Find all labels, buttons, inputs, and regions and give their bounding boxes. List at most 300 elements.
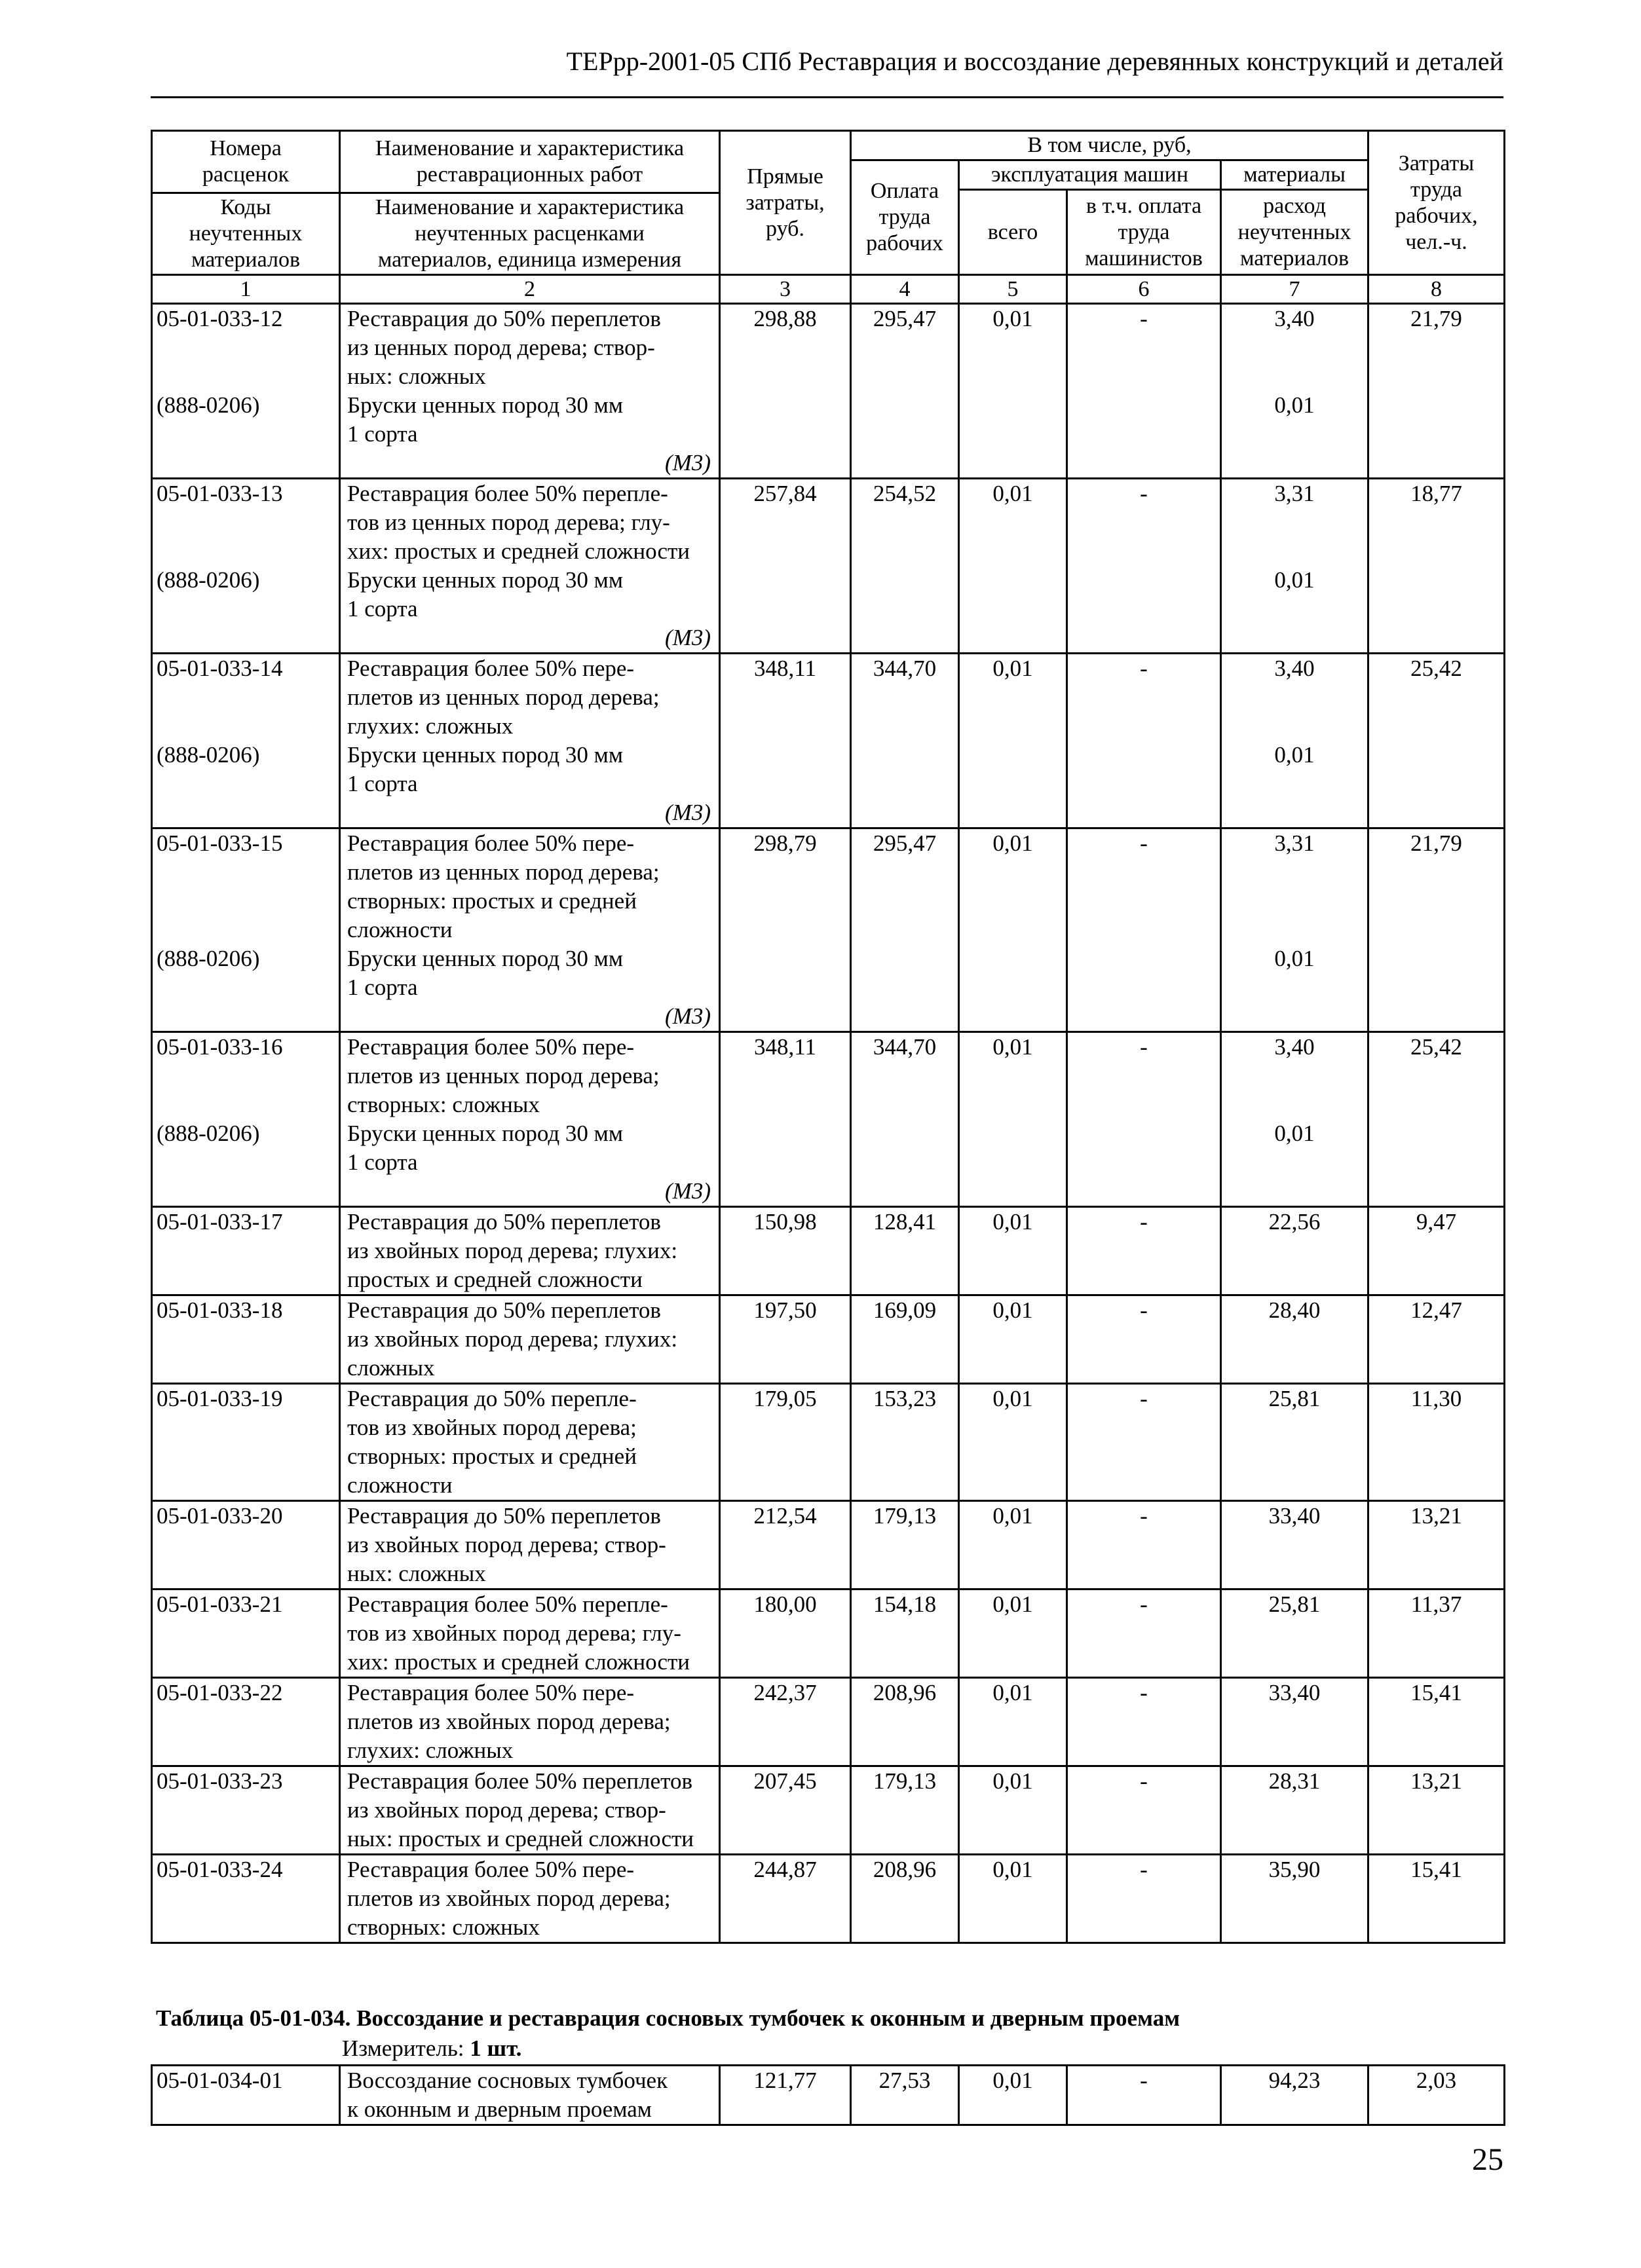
value-text: 0,01 — [992, 1768, 1033, 1794]
value-text: 0,01 — [992, 1680, 1033, 1705]
value-text: 3,40 — [1274, 306, 1315, 331]
text-line: плетов из ценных пород дерева; — [347, 684, 660, 710]
value-mach — [959, 1032, 1067, 1207]
value-materials — [1221, 1384, 1368, 1501]
text-line: Реставрация до 50% переплетов — [347, 1209, 661, 1235]
value-text: - — [1140, 1297, 1148, 1323]
value-direct — [720, 1501, 851, 1589]
value-text: 28,40 — [1268, 1297, 1321, 1323]
material-qty: 0,01 — [1274, 946, 1315, 971]
text-line: ных: сложных — [347, 363, 486, 389]
text-line: створных: простых и средней — [347, 888, 637, 914]
value-direct — [720, 304, 851, 479]
text-line: плетов из ценных пород дерева; — [347, 859, 660, 885]
value-text: 0,01 — [992, 1386, 1033, 1411]
value-labor — [1368, 1384, 1505, 1501]
value-text: 257,84 — [753, 481, 817, 506]
text-line: глухих: сложных — [347, 1738, 514, 1763]
header-rule — [151, 96, 1503, 98]
value-text: 0,01 — [992, 1503, 1033, 1529]
value-direct — [720, 1032, 851, 1207]
value-direct — [720, 1766, 851, 1855]
value-materials — [1221, 654, 1368, 828]
value-mach — [959, 1207, 1067, 1295]
value-text: 0,01 — [992, 830, 1033, 856]
value-text: 169,09 — [873, 1297, 937, 1323]
material-qty: 0,01 — [1274, 567, 1315, 593]
table-head — [152, 131, 1505, 304]
value-text: 35,90 — [1268, 1857, 1321, 1882]
text-line: Бруски ценных пород 30 мм — [347, 742, 623, 768]
value-text: 344,70 — [873, 656, 937, 681]
spacer — [157, 333, 339, 362]
value-text: - — [1140, 306, 1148, 331]
value-text: - — [1140, 1034, 1148, 1060]
value-text: 18,77 — [1410, 481, 1462, 506]
table2-body — [152, 2066, 1505, 2125]
table-caption: Таблица 05-01-034. Воссоздание и реставрация сосновых тумбочек к оконным и дверным проемам — [156, 2005, 1180, 2031]
value-materials — [1221, 1032, 1368, 1207]
value-text: 128,41 — [873, 1209, 937, 1235]
value-text: - — [1140, 830, 1148, 856]
rate-code-cell — [152, 1589, 340, 1678]
value-labor — [1368, 1678, 1505, 1766]
rate-code-cell — [152, 1855, 340, 1943]
spacer — [1222, 508, 1367, 537]
value-text: 0,01 — [992, 2068, 1033, 2093]
text-line: Бруски ценных пород 30 мм — [347, 392, 623, 418]
table-row — [152, 1501, 1505, 1589]
material-code: (888-0206) — [157, 1121, 260, 1146]
text-line: створных: сложных — [347, 1914, 540, 1940]
rate-code-cell — [152, 2066, 340, 2125]
value-materials — [1221, 1766, 1368, 1855]
table-row — [152, 1589, 1505, 1678]
value-mach-pay — [1067, 828, 1221, 1032]
col-number: 1 — [152, 275, 340, 304]
table-row — [152, 1766, 1505, 1855]
value-mach — [959, 2066, 1067, 2125]
rate-name-cell — [340, 1384, 720, 1501]
value-text: - — [1140, 1503, 1148, 1529]
value-text: 121,77 — [753, 2068, 817, 2093]
col-number: 7 — [1221, 275, 1368, 304]
value-text: 348,11 — [754, 1034, 816, 1060]
spacer — [157, 916, 339, 944]
value-direct — [720, 828, 851, 1032]
material-unit: (М3) — [665, 450, 711, 475]
rate-name-cell — [340, 304, 720, 479]
text-line: из хвойных пород дерева; глухих: — [347, 1238, 678, 1263]
value-text: 12,47 — [1410, 1297, 1462, 1323]
head-labor-costs: Затраты труда рабочих, чел.-ч. — [1368, 131, 1505, 275]
value-text: 0,01 — [992, 306, 1033, 331]
text-line: к оконным и дверным проемам — [347, 2096, 652, 2122]
spacer — [1222, 1062, 1367, 1090]
text-line: тов из ценных пород дерева; глу- — [347, 510, 670, 535]
material-unit: (М3) — [665, 1178, 711, 1204]
rate-name-cell — [340, 1589, 720, 1678]
rate-name-cell — [340, 1207, 720, 1295]
rate-code-cell — [152, 1678, 340, 1766]
rate-code-cell — [152, 1032, 340, 1207]
value-mach-pay — [1067, 654, 1221, 828]
rate-code-cell — [152, 304, 340, 479]
value-text: 254,52 — [873, 481, 937, 506]
value-text: 3,31 — [1274, 481, 1315, 506]
value-mach-pay — [1067, 1678, 1221, 1766]
table-row — [152, 479, 1505, 654]
head-machines-total: всего — [959, 190, 1067, 275]
material-unit: (М3) — [665, 625, 711, 650]
table-row — [152, 1855, 1505, 1943]
value-mach-pay — [1067, 479, 1221, 654]
rate-name-cell — [340, 654, 720, 828]
text-line: Реставрация более 50% пере- — [347, 1034, 635, 1060]
value-mach-pay — [1067, 1766, 1221, 1855]
table-row — [152, 1678, 1505, 1766]
value-mach-pay — [1067, 1384, 1221, 1501]
value-text: 154,18 — [873, 1591, 937, 1617]
spacer — [157, 712, 339, 741]
text-line: 1 сорта — [347, 975, 418, 1000]
material-unit: (М3) — [665, 1003, 711, 1029]
value-mach — [959, 479, 1067, 654]
value-direct — [720, 479, 851, 654]
rate-name-cell — [340, 1501, 720, 1589]
value-text: - — [1140, 656, 1148, 681]
text-line: глухих: сложных — [347, 713, 514, 739]
value-direct — [720, 1589, 851, 1678]
text-line: хих: простых и средней сложности — [347, 538, 690, 564]
col-number: 6 — [1067, 275, 1221, 304]
rate-name-cell — [340, 1855, 720, 1943]
value-labor-pay — [851, 1207, 959, 1295]
value-text: 298,88 — [753, 306, 817, 331]
material-code: (888-0206) — [157, 567, 260, 593]
rate-name-cell — [340, 1678, 720, 1766]
value-labor-pay — [851, 1501, 959, 1589]
rate-code: 05-01-033-15 — [157, 830, 283, 856]
spacer — [157, 1062, 339, 1090]
value-text: - — [1140, 2068, 1148, 2093]
value-labor-pay — [851, 1678, 959, 1766]
value-text: 25,42 — [1410, 656, 1462, 681]
text-line: хих: простых и средней сложности — [347, 1649, 690, 1675]
value-direct — [720, 654, 851, 828]
value-text: 208,96 — [873, 1680, 937, 1705]
value-text: - — [1140, 481, 1148, 506]
value-text: - — [1140, 1591, 1148, 1617]
text-line: Реставрация более 50% перепле- — [347, 481, 668, 506]
material-unit: (М3) — [665, 800, 711, 825]
value-text: 197,50 — [753, 1297, 817, 1323]
head-machines-pay: в т.ч. оплата труда машинистов — [1067, 190, 1221, 275]
material-qty: 0,01 — [1274, 392, 1315, 418]
value-text: - — [1140, 1209, 1148, 1235]
rate-code: 05-01-033-19 — [157, 1386, 283, 1411]
value-text: 298,79 — [753, 830, 817, 856]
value-labor — [1368, 828, 1505, 1032]
text-line: 1 сорта — [347, 596, 418, 622]
value-mach — [959, 304, 1067, 479]
value-direct — [720, 1678, 851, 1766]
value-text: 348,11 — [754, 656, 816, 681]
table-row — [152, 1295, 1505, 1384]
value-text: 244,87 — [753, 1857, 817, 1882]
spacer — [1222, 537, 1367, 566]
text-line: сложности — [347, 1472, 453, 1498]
text-line: створных: сложных — [347, 1092, 540, 1117]
rate-code: 05-01-033-18 — [157, 1297, 283, 1323]
rate-code: 05-01-033-16 — [157, 1034, 283, 1060]
value-labor-pay — [851, 479, 959, 654]
head-direct-costs: Прямые затраты, руб. — [720, 131, 851, 275]
value-mach — [959, 828, 1067, 1032]
text-line: Реставрация более 50% пере- — [347, 1680, 635, 1705]
value-text: 179,13 — [873, 1503, 937, 1529]
value-mach-pay — [1067, 1032, 1221, 1207]
value-text: 15,41 — [1410, 1680, 1462, 1705]
spacer — [1222, 858, 1367, 887]
text-line: простых и средней сложности — [347, 1267, 643, 1292]
value-text: 0,01 — [992, 1209, 1033, 1235]
value-text: 21,79 — [1410, 830, 1462, 856]
spacer — [1222, 683, 1367, 712]
col-number: 8 — [1368, 275, 1505, 304]
value-materials — [1221, 304, 1368, 479]
table-row — [152, 828, 1505, 1032]
value-mach — [959, 1501, 1067, 1589]
value-mach-pay — [1067, 1295, 1221, 1384]
text-line: 1 сорта — [347, 1149, 418, 1175]
head-labor-pay: Оплата труда рабочих — [851, 160, 959, 275]
value-materials — [1221, 1207, 1368, 1295]
value-materials — [1221, 479, 1368, 654]
value-materials — [1221, 1855, 1368, 1943]
value-text: 208,96 — [873, 1857, 937, 1882]
value-text: - — [1140, 1768, 1148, 1794]
value-mach — [959, 1589, 1067, 1678]
rate-code-cell — [152, 1207, 340, 1295]
spacer — [157, 537, 339, 566]
rate-code: 05-01-034-01 — [157, 2068, 283, 2093]
value-text: 3,31 — [1274, 830, 1315, 856]
value-direct — [720, 1384, 851, 1501]
value-labor — [1368, 2066, 1505, 2125]
text-line: Бруски ценных пород 30 мм — [347, 567, 623, 593]
value-mach — [959, 1384, 1067, 1501]
head-col1-bottom: Коды неучтенных материалов — [152, 193, 340, 275]
text-line: тов из хвойных пород дерева; — [347, 1415, 637, 1440]
value-labor — [1368, 1032, 1505, 1207]
head-including: В том числе, руб, — [851, 131, 1368, 160]
value-text: 295,47 — [873, 306, 937, 331]
rate-code-cell — [152, 1766, 340, 1855]
rate-code: 05-01-033-21 — [157, 1591, 283, 1617]
value-labor — [1368, 1766, 1505, 1855]
value-labor — [1368, 1207, 1505, 1295]
text-line: Реставрация до 50% переплетов — [347, 1297, 661, 1323]
rate-name-cell — [340, 2066, 720, 2125]
value-text: 11,37 — [1410, 1591, 1462, 1617]
text-line: Бруски ценных пород 30 мм — [347, 946, 623, 971]
text-line: Реставрация до 50% переплетов — [347, 1503, 661, 1529]
spacer — [157, 362, 339, 391]
text-line: тов из хвойных пород дерева; глу- — [347, 1620, 681, 1646]
value-text: 0,01 — [992, 656, 1033, 681]
meter-value: 1 шт. — [470, 2036, 522, 2061]
text-line: Реставрация до 50% перепле- — [347, 1386, 637, 1411]
value-text: 179,13 — [873, 1768, 937, 1794]
head-machines: эксплуатация машин — [959, 160, 1221, 190]
spacer — [1222, 887, 1367, 916]
value-text: 0,01 — [992, 1857, 1033, 1882]
value-mach — [959, 1766, 1067, 1855]
value-text: 150,98 — [753, 1209, 817, 1235]
value-labor-pay — [851, 2066, 959, 2125]
table-row — [152, 304, 1505, 479]
text-line: Реставрация более 50% пере- — [347, 830, 635, 856]
col-number: 5 — [959, 275, 1067, 304]
text-line: ных: простых и средней сложности — [347, 1826, 694, 1851]
value-text: 33,40 — [1268, 1503, 1321, 1529]
text-line: Бруски ценных пород 30 мм — [347, 1121, 623, 1146]
text-line: сложных — [347, 1355, 435, 1381]
value-labor — [1368, 1501, 1505, 1589]
value-labor — [1368, 304, 1505, 479]
value-mach — [959, 1678, 1067, 1766]
spacer — [1222, 362, 1367, 391]
material-qty: 0,01 — [1274, 1121, 1315, 1146]
rate-code: 05-01-033-13 — [157, 481, 283, 506]
value-direct — [720, 1295, 851, 1384]
text-line: из хвойных пород дерева; глухих: — [347, 1326, 678, 1352]
value-mach-pay — [1067, 1501, 1221, 1589]
text-line: плетов из ценных пород дерева; — [347, 1063, 660, 1088]
value-labor-pay — [851, 1855, 959, 1943]
value-text: 344,70 — [873, 1034, 937, 1060]
rate-code: 05-01-033-14 — [157, 656, 283, 681]
rate-name-cell — [340, 1295, 720, 1384]
value-text: 21,79 — [1410, 306, 1462, 331]
value-text: 242,37 — [753, 1680, 817, 1705]
value-text: 212,54 — [753, 1503, 817, 1529]
value-text: 27,53 — [878, 2068, 931, 2093]
value-text: 295,47 — [873, 830, 937, 856]
value-mach — [959, 1855, 1067, 1943]
value-text: 25,42 — [1410, 1034, 1462, 1060]
value-mach-pay — [1067, 1855, 1221, 1943]
rate-code: 05-01-033-20 — [157, 1503, 283, 1529]
col-number: 3 — [720, 275, 851, 304]
value-text: 0,01 — [992, 1297, 1033, 1323]
rate-name-cell — [340, 1766, 720, 1855]
rates-table — [151, 130, 1505, 1944]
value-text: - — [1140, 1857, 1148, 1882]
spacer — [157, 887, 339, 916]
meter-label: Измеритель: — [342, 2036, 464, 2061]
material-qty: 0,01 — [1274, 742, 1315, 768]
value-labor-pay — [851, 1032, 959, 1207]
text-line: сложности — [347, 917, 453, 942]
value-text: 2,03 — [1416, 2068, 1457, 2093]
value-materials — [1221, 828, 1368, 1032]
value-text: 207,45 — [753, 1768, 817, 1794]
value-text: 15,41 — [1410, 1857, 1462, 1882]
rate-name-cell — [340, 479, 720, 654]
head-col2-top: Наименование и характеристика реставрационных работ — [340, 131, 720, 193]
rate-code: 05-01-033-17 — [157, 1209, 283, 1235]
table-meter — [342, 2034, 521, 2063]
value-materials — [1221, 1501, 1368, 1589]
spacer — [157, 508, 339, 537]
value-text: 25,81 — [1268, 1591, 1321, 1617]
rate-name-cell — [340, 828, 720, 1032]
text-line: Реставрация более 50% пере- — [347, 656, 635, 681]
rate-code-cell — [152, 654, 340, 828]
material-code: (888-0206) — [157, 742, 260, 768]
spacer — [1222, 712, 1367, 741]
value-materials — [1221, 1678, 1368, 1766]
value-text: 179,05 — [753, 1386, 817, 1411]
text-line: 1 сорта — [347, 771, 418, 796]
value-labor-pay — [851, 1589, 959, 1678]
rate-code-cell — [152, 1501, 340, 1589]
rate-code: 05-01-033-24 — [157, 1857, 283, 1882]
material-code: (888-0206) — [157, 946, 260, 971]
value-mach-pay — [1067, 2066, 1221, 2125]
value-mach-pay — [1067, 304, 1221, 479]
rate-name-cell — [340, 1032, 720, 1207]
value-labor-pay — [851, 828, 959, 1032]
rate-code-cell — [152, 479, 340, 654]
value-text: 25,81 — [1268, 1386, 1321, 1411]
value-labor — [1368, 1855, 1505, 1943]
text-line: 1 сорта — [347, 421, 418, 447]
value-text: 13,21 — [1410, 1503, 1462, 1529]
table-row — [152, 654, 1505, 828]
value-direct — [720, 1207, 851, 1295]
value-labor-pay — [851, 1295, 959, 1384]
text-line: из хвойных пород дерева; створ- — [347, 1532, 666, 1557]
spacer — [1222, 1090, 1367, 1119]
value-labor — [1368, 1589, 1505, 1678]
col-number: 2 — [340, 275, 720, 304]
value-materials — [1221, 1295, 1368, 1384]
spacer — [1222, 333, 1367, 362]
table-row — [152, 1207, 1505, 1295]
spacer — [157, 683, 339, 712]
table-row — [152, 2066, 1505, 2125]
value-text: 3,40 — [1274, 1034, 1315, 1060]
text-line: плетов из хвойных пород дерева; — [347, 1709, 671, 1734]
value-text: - — [1140, 1680, 1148, 1705]
head-materials: материалы — [1221, 160, 1368, 190]
page-header: ТЕРрр-2001-05 СПб Реставрация и воссоздание деревянных конструкций и деталей — [566, 46, 1503, 76]
value-direct — [720, 2066, 851, 2125]
value-text: 153,23 — [873, 1386, 937, 1411]
value-text: 13,21 — [1410, 1768, 1462, 1794]
rate-code: 05-01-033-22 — [157, 1680, 283, 1705]
text-line: Реставрация более 50% переплетов — [347, 1768, 692, 1794]
spacer — [157, 858, 339, 887]
rate-code-cell — [152, 828, 340, 1032]
value-text: 0,01 — [992, 1034, 1033, 1060]
head-col1-top: Номера расценок — [152, 131, 340, 193]
value-text: 180,00 — [753, 1591, 817, 1617]
head-materials-sub: расход неучтенных материалов — [1221, 190, 1368, 275]
